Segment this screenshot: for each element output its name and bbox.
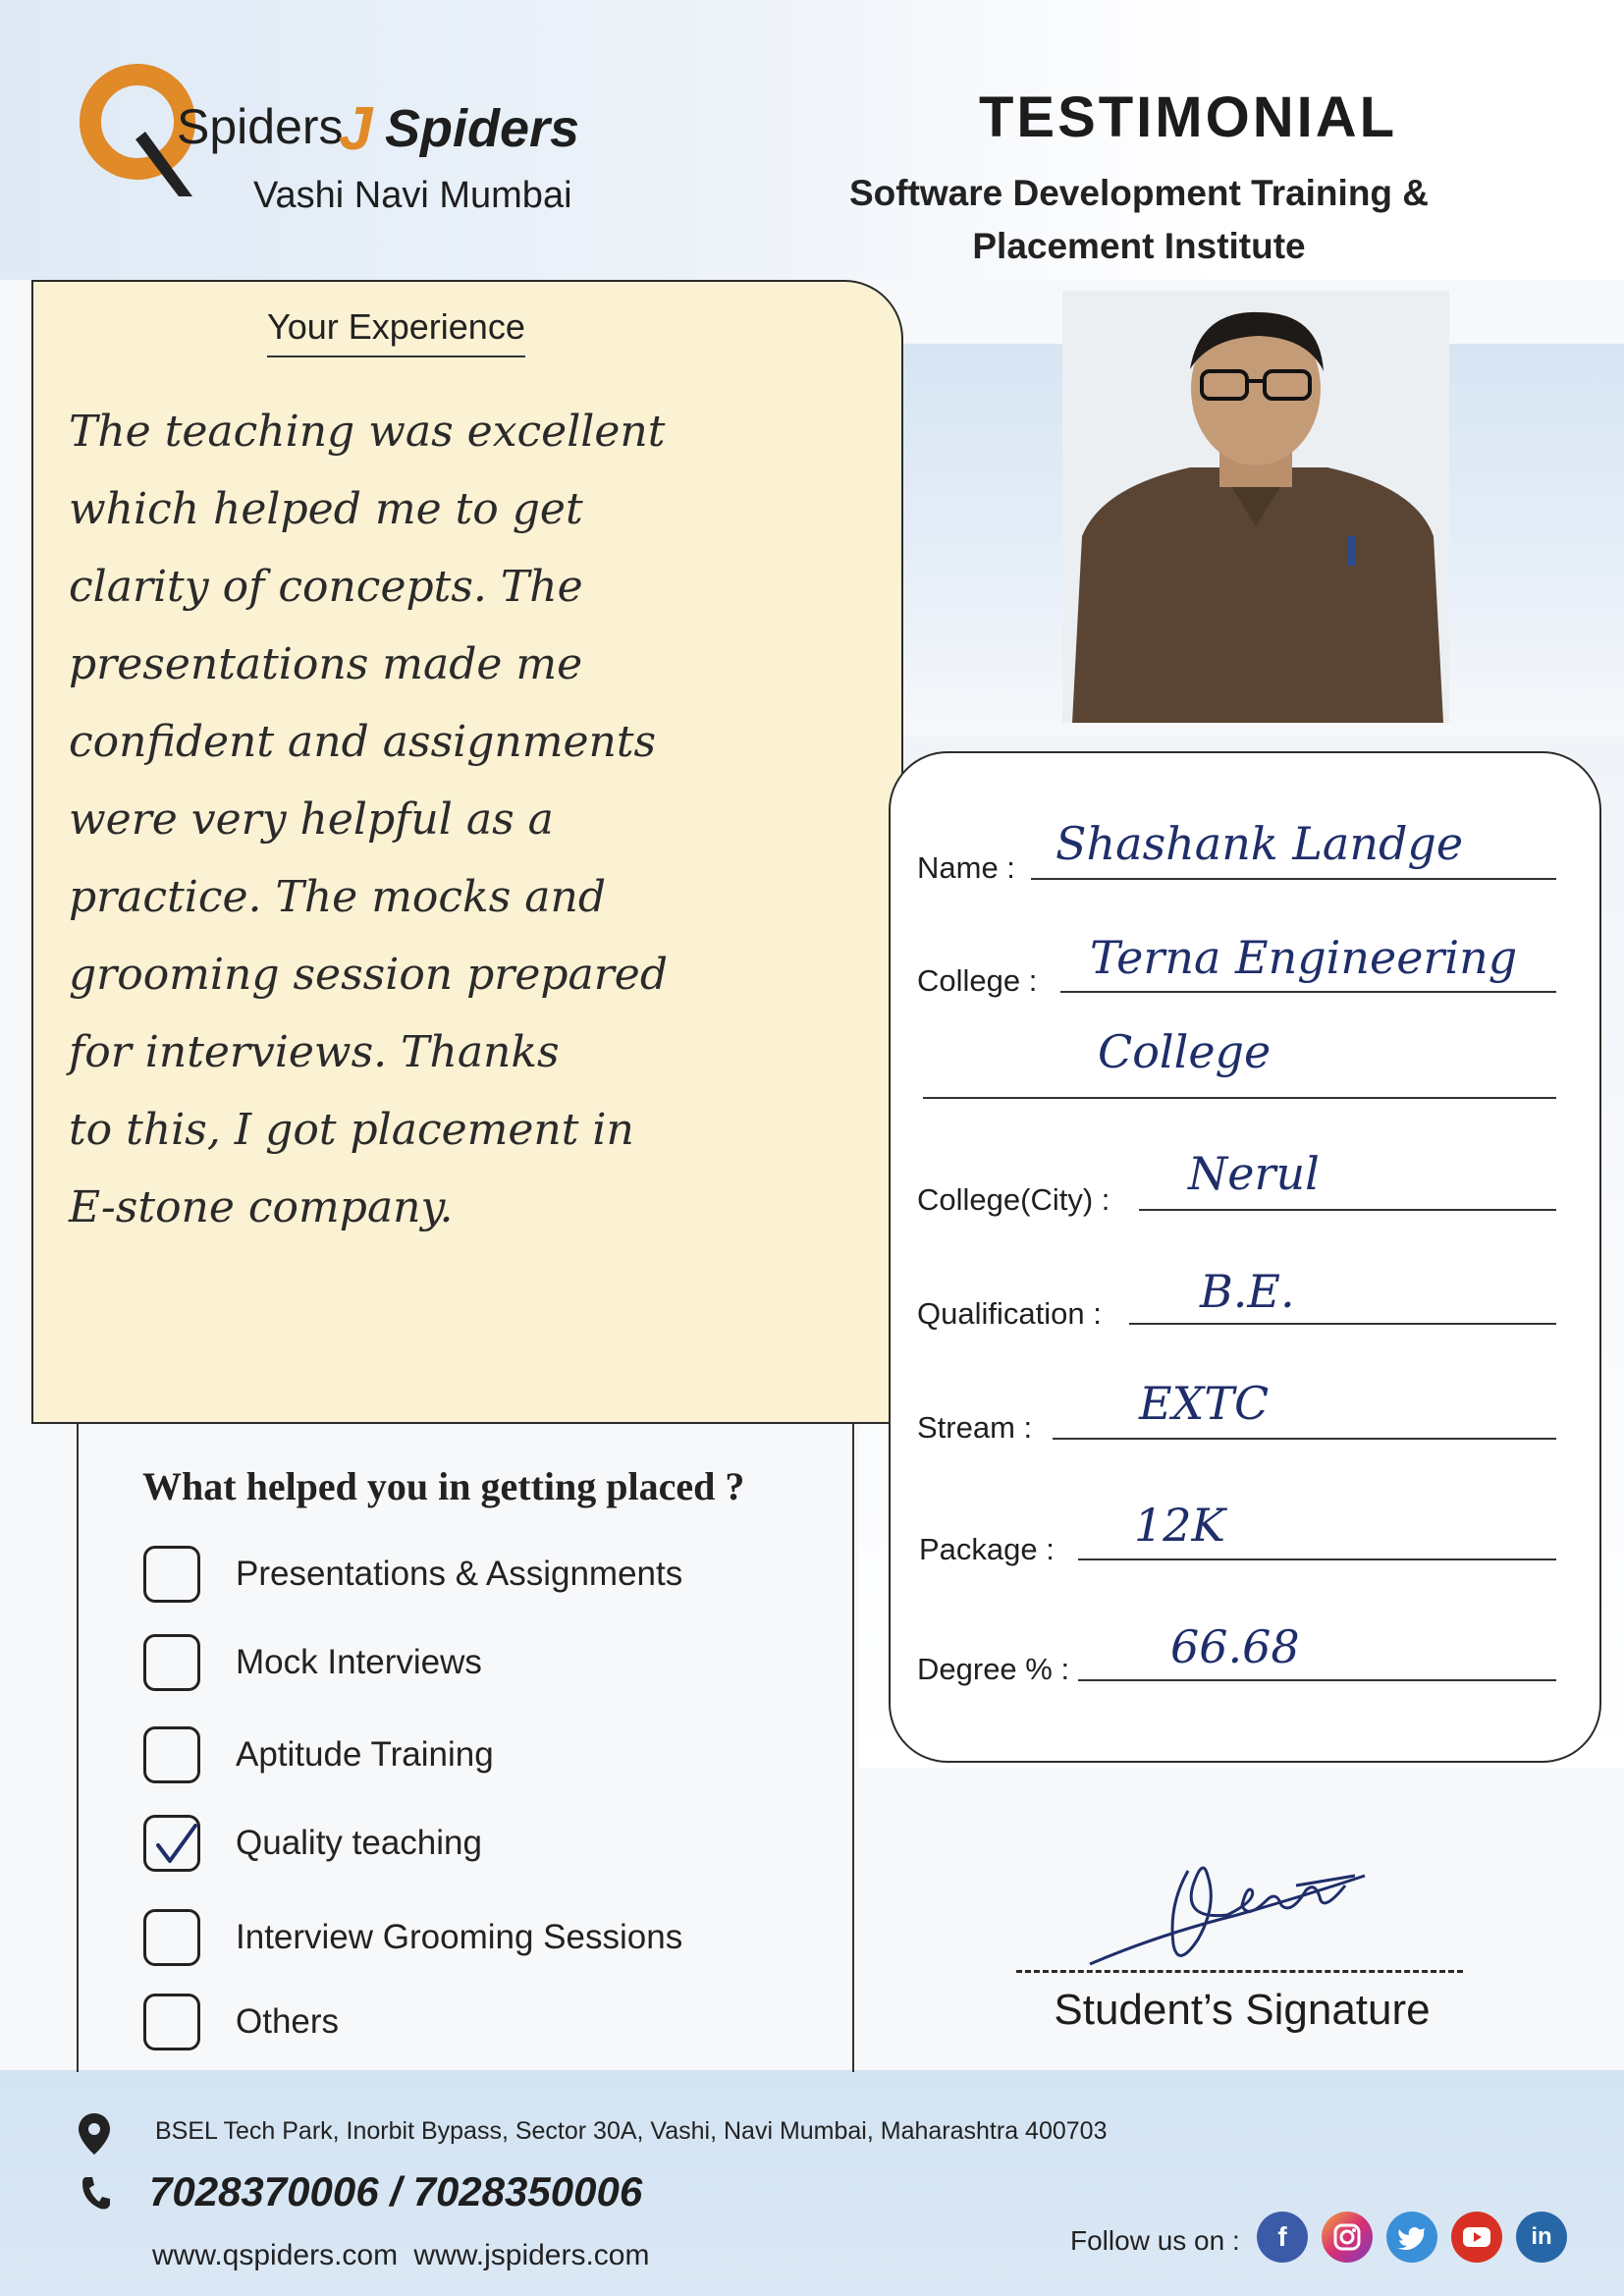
- college-line-2: [923, 1097, 1556, 1099]
- linkedin-icon[interactable]: in: [1516, 2212, 1567, 2263]
- checklist-item: [143, 1546, 682, 1603]
- experience-line: E-stone company.: [69, 1182, 454, 1232]
- city-label: College(City) :: [917, 1182, 1110, 1217]
- experience-line: grooming session prepared: [69, 950, 669, 1000]
- experience-line: confident and assignments: [69, 717, 657, 767]
- subtitle-line-1: Software Development Training &: [848, 173, 1430, 213]
- stream-value: EXTC: [1139, 1377, 1270, 1430]
- checklist-label: Interview Grooming Sessions: [236, 1918, 683, 1956]
- page-subtitle: [785, 167, 1492, 273]
- checklist-label: Quality teaching: [236, 1824, 482, 1862]
- student-signature: [1080, 1846, 1375, 1974]
- checkbox-checked[interactable]: [143, 1815, 200, 1872]
- degree-value: 66.68: [1170, 1620, 1300, 1673]
- student-photo: [1062, 291, 1449, 723]
- brand-jspiders: Spiders: [385, 99, 580, 158]
- degree-line: [1078, 1679, 1556, 1681]
- checklist-item: [143, 1909, 682, 1966]
- experience-heading: Your Experience: [267, 306, 525, 357]
- youtube-icon[interactable]: [1451, 2212, 1502, 2263]
- brand-j-letter: J: [339, 95, 373, 163]
- checklist-label: Mock Interviews: [236, 1643, 482, 1681]
- college-value: Terna Engineering: [1090, 931, 1518, 984]
- subtitle-line-2: Placement Institute: [972, 226, 1306, 266]
- footer-phones: 7028370006 / 7028350006: [149, 2168, 643, 2214]
- package-label: Package :: [919, 1532, 1055, 1566]
- website-jspiders[interactable]: www.jspiders.com: [413, 2239, 650, 2271]
- signature-line: [1016, 1970, 1463, 1973]
- checkbox[interactable]: [143, 1994, 200, 2050]
- college-label: College :: [917, 963, 1038, 998]
- experience-line: The teaching was excellent: [69, 407, 666, 457]
- instagram-icon[interactable]: [1322, 2212, 1373, 2263]
- experience-line: practice. The mocks and: [69, 872, 607, 922]
- checkmark-icon: [154, 1824, 197, 1867]
- checklist-item: [143, 1726, 494, 1783]
- name-line: [1031, 878, 1556, 880]
- phone-icon: [79, 2173, 114, 2213]
- city-line: [1139, 1209, 1556, 1211]
- experience-line: presentations made me: [69, 639, 583, 689]
- website-qspiders[interactable]: www.qspiders.com: [152, 2239, 399, 2271]
- checklist-title: What helped you in getting placed ?: [142, 1464, 745, 1508]
- checklist-label: Presentations & Assignments: [236, 1555, 683, 1593]
- qualification-value: B.E.: [1200, 1265, 1295, 1318]
- checklist-item: [143, 1815, 482, 1872]
- stream-line: [1053, 1438, 1556, 1440]
- college-value-line-2: College: [1098, 1025, 1272, 1078]
- checklist-item: [143, 1634, 482, 1691]
- location-pin-icon: [77, 2111, 112, 2157]
- signature-label: Student’s Signature: [1054, 1986, 1431, 2034]
- qualification-line: [1129, 1323, 1556, 1325]
- experience-text: [69, 393, 893, 1246]
- college-line: [1060, 991, 1556, 993]
- footer-websites: [152, 2239, 649, 2272]
- brand-city: Vashi Navi Mumbai: [253, 175, 572, 216]
- experience-line: were very helpful as a: [69, 794, 554, 845]
- checklist-label: Aptitude Training: [236, 1735, 494, 1774]
- qualification-label: Qualification :: [917, 1296, 1102, 1331]
- footer-address: BSEL Tech Park, Inorbit Bypass, Sector 30A, Vashi, Navi Mumbai, Maharashtra 400703: [155, 2117, 1108, 2145]
- checkbox[interactable]: [143, 1726, 200, 1783]
- brand-qspiders: Spiders: [177, 99, 344, 154]
- name-label: Name :: [917, 850, 1015, 885]
- experience-line: to this, I got placement in: [69, 1105, 634, 1155]
- facebook-icon[interactable]: f: [1257, 2212, 1308, 2263]
- experience-line: clarity of concepts. The: [69, 562, 583, 612]
- checkbox[interactable]: [143, 1546, 200, 1603]
- twitter-icon[interactable]: [1386, 2212, 1437, 2263]
- city-value: Nerul: [1188, 1147, 1320, 1200]
- package-value: 12K: [1134, 1499, 1225, 1552]
- experience-line: for interviews. Thanks: [69, 1027, 560, 1077]
- student-details-card: [889, 751, 1601, 1763]
- checkbox[interactable]: [143, 1634, 200, 1691]
- checklist-item: [143, 1994, 339, 2050]
- name-value: Shashank Landge: [1056, 817, 1464, 870]
- package-line: [1078, 1558, 1556, 1560]
- follow-label: Follow us on :: [1070, 2225, 1240, 2256]
- stream-label: Stream :: [917, 1410, 1033, 1445]
- experience-line: which helped me to get: [69, 484, 583, 534]
- checkbox[interactable]: [143, 1909, 200, 1966]
- page-title: TESTIMONIAL: [978, 85, 1398, 149]
- degree-label: Degree % :: [917, 1652, 1070, 1686]
- checklist-label: Others: [236, 2002, 340, 2041]
